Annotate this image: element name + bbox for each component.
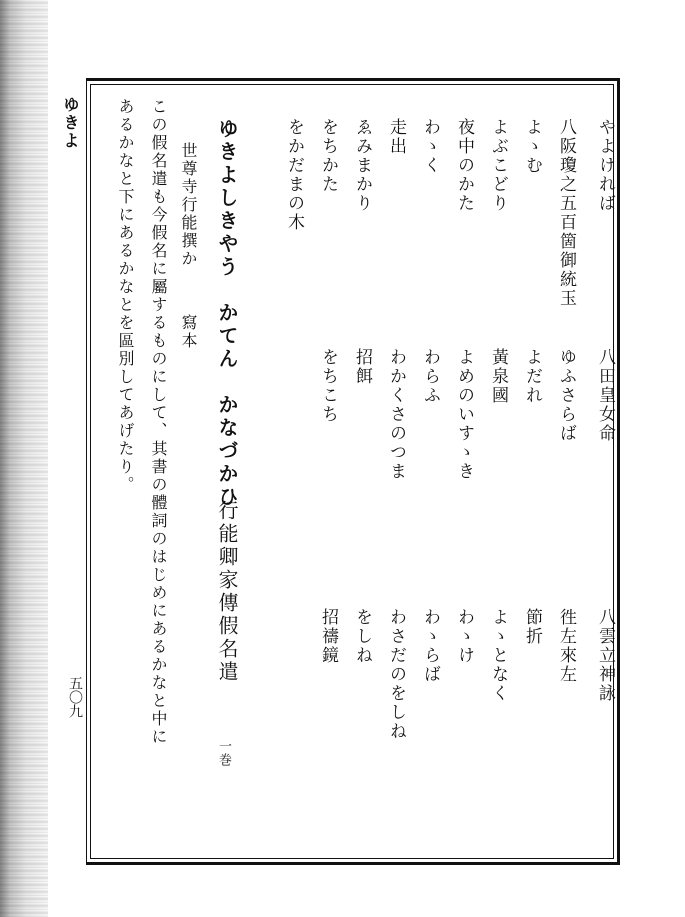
entry-mid: わらふ <box>420 348 440 405</box>
page-number: 五〇九 <box>67 676 83 718</box>
entry-low: 八雲立神詠 <box>595 608 615 703</box>
entry-low: 節折 <box>522 608 542 646</box>
entry-low: よゝとなく <box>488 608 508 703</box>
entry-top: をかだまの木 <box>284 118 304 232</box>
entry-mid: 黃泉國 <box>488 348 508 405</box>
section-note: 寫本 <box>179 314 198 350</box>
section-body-line: この假名遣も今假名に屬するものにして、其書の體詞のはじめにあるかなと中に <box>149 98 168 746</box>
entry-top: やよければ <box>595 118 615 213</box>
entry-low: わゝけ <box>454 608 474 665</box>
entry-mid: 招餌 <box>352 348 372 386</box>
entry-top: ゑみまかり <box>352 118 372 213</box>
entry-top: よぶこどり <box>488 118 508 213</box>
section-volumes: 一巻 <box>216 739 231 767</box>
entry-top: をちかた <box>318 118 338 194</box>
entry-low: をしね <box>352 608 372 665</box>
binding-shadow <box>0 0 48 917</box>
entry-top: よゝむ <box>522 118 542 175</box>
entry-low: わゝらば <box>420 608 440 684</box>
entry-low: 徃左來左 <box>556 608 576 684</box>
entry-top: 八阪瓊之五百箇御統玉 <box>556 118 576 308</box>
section-heading: ゆきよしきやう かてん かなづかひ <box>215 118 239 509</box>
entry-mid: よめのいすゝき <box>454 348 474 481</box>
entry-low: わさだのをしね <box>386 608 406 741</box>
entry-mid: をちこち <box>318 348 338 424</box>
entry-top: わゝく <box>420 118 440 175</box>
entry-mid: わかくさのつま <box>386 348 406 481</box>
entry-mid: よだれ <box>522 348 542 405</box>
entry-top: 夜中のかた <box>454 118 474 213</box>
entry-mid: 八田皇女命 <box>595 348 615 443</box>
entry-mid: ゆふさらば <box>556 348 576 443</box>
section-title: 行能卿家傳假名遣 <box>215 500 239 684</box>
section-body-line: あるかなと下にあるかなとを區別してあげたり。 <box>116 98 135 494</box>
section-author: 世尊寺行能撰か <box>179 142 198 268</box>
entry-low: 招禱鏡 <box>318 608 338 665</box>
entry-top: 走出 <box>386 118 406 156</box>
running-title: ゆきよ <box>61 96 80 150</box>
